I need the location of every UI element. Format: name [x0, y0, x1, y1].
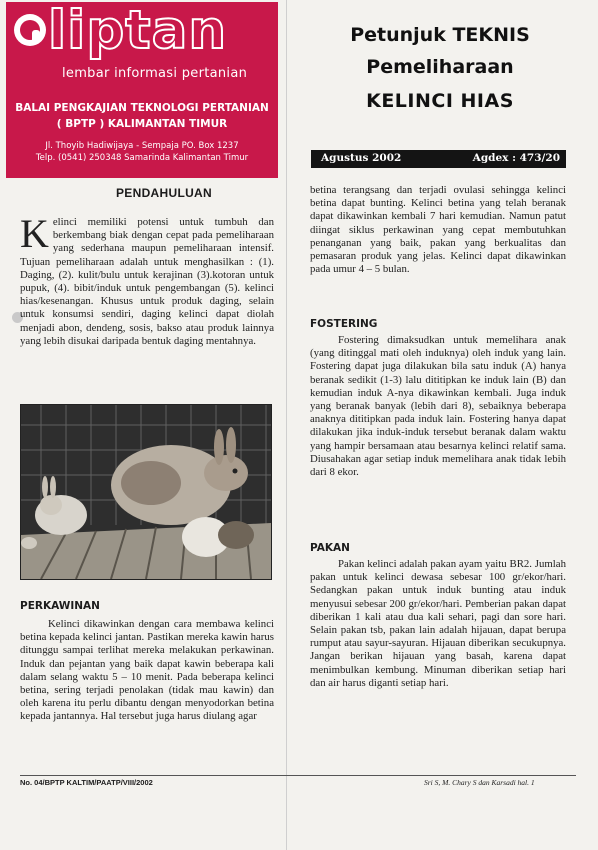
title-line-1: Petunjuk TEKNIS — [350, 24, 530, 46]
institution-seal-icon — [14, 14, 46, 46]
heading-pendahuluan: PENDAHULUAN — [116, 186, 212, 200]
perkawinan-continuation — [310, 184, 566, 276]
perkawinan-text: Kelinci dikawinkan dengan cara membawa kelinci betina kepada kelinci jantan. Pastikan mereka kawin harus ditunggu sampai terlihat mereka melakukan perkawinan. Induk dan pejantan yang baik dapat kawin beberapa kali dalam selang waktu 5 – 10 menit. Pada beberapa kelinci betina, sering terjadi penolakan (tidak mau kawin) dan oleh karena itu perlu dibantu dengan menyodorkan betina kepada jantannya. Hal tersebut juga harus diulang agar — [20, 618, 274, 723]
rabbit-photo — [20, 404, 272, 580]
footer-publication-number: No. 04/BPTP KALTIM/PAATP/VIII/2002 — [20, 778, 153, 787]
perkawinan-body — [20, 618, 274, 724]
phone-address: Telp. (0541) 250348 Samarinda Kalimantan Timur — [35, 153, 249, 163]
heading-pakan: PAKAN — [310, 542, 350, 554]
masthead — [6, 2, 278, 178]
issue-date: Agustus 2002 — [321, 152, 402, 164]
tagline: lembar informasi pertanian — [62, 66, 248, 81]
issue-bar — [311, 150, 566, 168]
pakan-text: Pakan kelinci adalah pakan ayam yaitu BR2. Jumlah pakan untuk kelinci dewasa sebesar 100 gr/ekor/hari. Sedangkan pakan untuk induk bunting atau induk menyusui sebesar 200 gr/ekor/hari. Pemberian pakan dapat diberikan 1 kali atau dua kali sehari, pagi dan sore hari. Selain pakan tsb, pakan lain adalah hijauan, dapat berupa rumput atau sayur-sayuran. Hijauan diberikan secukupnya. Jangan berikan hijauan yang basah, karena dapat menimbulkan kembung. Minuman diberikan setiap hari dan air harus diganti setiap hari. — [310, 558, 566, 689]
pakan-body — [310, 558, 566, 690]
heading-fostering: FOSTERING — [310, 318, 378, 330]
rabbits-in-cage-image — [21, 405, 271, 579]
column-divider — [286, 0, 287, 850]
heading-perkawinan: PERKAWINAN — [20, 600, 100, 612]
institution-subname: ( BPTP ) KALIMANTAN TIMUR — [56, 118, 228, 130]
address: Jl. Thoyib Hadiwijaya - Sempaja PO. Box 1237 — [45, 141, 239, 151]
continuation-text: betina terangsang dan terjadi ovulasi sehingga kelinci betina dapat bunting. Kelinci betina yang telah beranak dapat dikawinkan kembali 7 hari kemudian. Namun patut diingat siklus perkawinan yang cepat membutuhkan penanganan yang baik, pakan yang berkualitas dan pemasaran produk yang jelas. Kelinci dapat dikawinkan pada umur 4 – 5 bulan. — [310, 184, 566, 276]
pendahuluan-body — [20, 211, 274, 348]
agdex-code: Agdex : 473/20 — [472, 152, 560, 164]
title-line-2: Pemeliharaan — [366, 56, 514, 78]
fostering-text: Fostering dimaksudkan untuk memelihara anak (yang ditinggal mati oleh induknya) oleh induk yang lain. Fostering dapat juga dilakukan bila satu induk (A) hanya beranak sedikit (1-3) lalu dititipkan ke induk lain (B) dan kemudian induk A-nya dikawinkan kembali. Juga induk yang beranak banyak (lebih dari 8), sebaiknya beberapa anaknya dititipkan pada induk lain. Fostering hanya dapat dilakukan jika induk-induk tersebut beranak dalam waktu yang hampir bersamaan atau besarnya kelinci relatif sama. Diusahakan agar setiap induk memelihara anak tidak lebih dari 8 ekor. — [310, 334, 566, 479]
footer-rule — [20, 775, 576, 776]
brand-logo: liptan — [48, 0, 228, 61]
institution-name: BALAI PENGKAJIAN TEKNOLOGI PERTANIAN — [15, 102, 269, 114]
fostering-body — [310, 334, 566, 479]
pendahuluan-text: elinci memiliki potensi untuk tumbuh dan berkembang biak dengan cepat pada pemeliharaan yang sederhana maupun pemeliharaan intensif. Tujuan pemeliharaan adalah untuk menghasilkan : (1). Daging, (2). kulit/bulu untuk kerajinan (3).kotoran untuk pupuk, (4). bibit/induk untuk pengembangan (5). kelinci hias/kesenangan. Khusus untuk produk daging, selain untuk konsumsi sendiri, daging kelinci dapat diolah menjadi abon, dendeng, sosis, bakso atau produk lainnya yang lebih disukai daripada bentuk daging mentahnya. — [20, 216, 274, 347]
drop-cap: K — [20, 211, 49, 256]
footer-authors-page: Sri S, M. Chary S dan Karsadi hal. 1 — [424, 778, 535, 787]
title-line-3: KELINCI HIAS — [366, 90, 514, 112]
